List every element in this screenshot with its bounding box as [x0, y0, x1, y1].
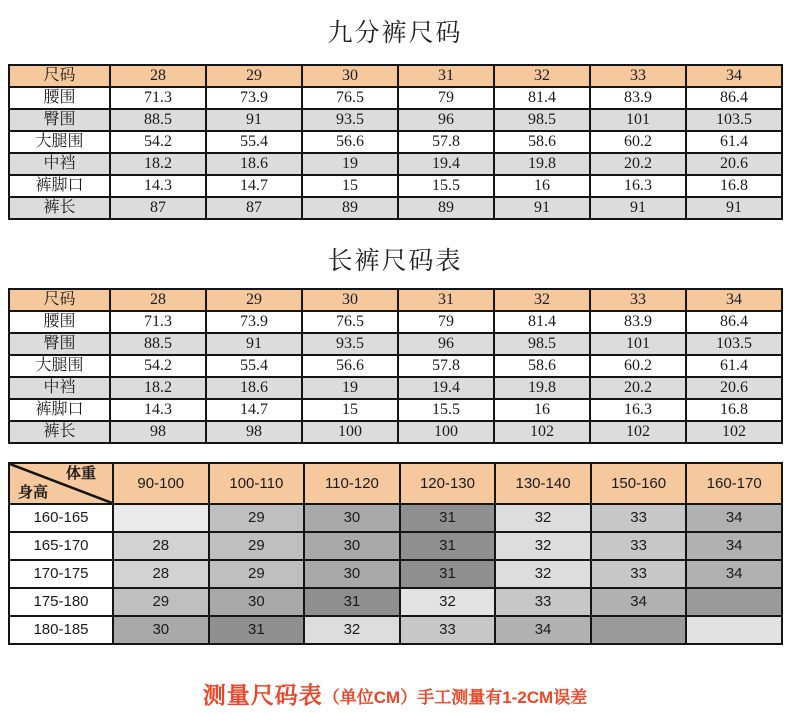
size-table-header-row [9, 65, 782, 87]
size-table-row [9, 377, 782, 399]
size-header-cell: 33 [590, 65, 686, 87]
measure-value-cell: 98.5 [494, 109, 590, 131]
measure-value-cell: 102 [590, 421, 686, 443]
measure-value-cell: 88.5 [110, 333, 206, 355]
height-range-cell: 180-185 [9, 616, 113, 644]
measure-value-cell: 58.6 [494, 355, 590, 377]
measure-value-cell: 54.2 [110, 131, 206, 153]
nine-tenths-pants-size-table [8, 64, 783, 220]
measure-value-cell: 81.4 [494, 87, 590, 109]
size-recommendation-cell: 29 [113, 588, 209, 616]
size-header-cell: 29 [206, 65, 302, 87]
size-table-row [9, 175, 782, 197]
measure-value-cell: 89 [302, 197, 398, 219]
size-table-row [9, 131, 782, 153]
title-long-pants: 长裤尺码表 [327, 247, 463, 275]
measure-value-cell: 96 [398, 109, 494, 131]
measure-value-cell: 87 [206, 197, 302, 219]
measure-value-cell: 91 [206, 333, 302, 355]
measure-value-cell: 83.9 [590, 87, 686, 109]
height-range-cell: 175-180 [9, 588, 113, 616]
size-table-row [9, 197, 782, 219]
size-header-cell: 28 [110, 65, 206, 87]
measure-value-cell: 101 [590, 109, 686, 131]
measure-value-cell: 100 [302, 421, 398, 443]
measure-value-cell: 91 [206, 109, 302, 131]
measure-label-cell: 裤长 [9, 197, 110, 219]
size-header-cell: 31 [398, 65, 494, 87]
weight-range-header-cell: 130-140 [495, 463, 591, 504]
size-recommendation-cell: 30 [304, 532, 400, 560]
matrix-row [9, 616, 782, 644]
size-recommendation-cell: 34 [495, 616, 591, 644]
measure-value-cell: 19 [302, 153, 398, 175]
size-recommendation-cell: 29 [209, 560, 305, 588]
measure-value-cell: 16.3 [590, 175, 686, 197]
measure-value-cell: 55.4 [206, 131, 302, 153]
measure-value-cell: 73.9 [206, 311, 302, 333]
size-recommendation-cell: 34 [686, 504, 782, 532]
size-recommendation-cell: 32 [304, 616, 400, 644]
measure-value-cell: 16.8 [686, 399, 782, 421]
measure-value-cell: 56.6 [302, 355, 398, 377]
measure-value-cell: 57.8 [398, 355, 494, 377]
measure-value-cell: 103.5 [686, 333, 782, 355]
measure-value-cell: 88.5 [110, 109, 206, 131]
measure-value-cell: 71.3 [110, 311, 206, 333]
size-recommendation-cell: 32 [495, 504, 591, 532]
size-recommendation-cell: 30 [113, 616, 209, 644]
measure-value-cell: 14.3 [110, 175, 206, 197]
measure-value-cell: 98 [110, 421, 206, 443]
size-recommendation-cell: 30 [209, 588, 305, 616]
measure-value-cell: 81.4 [494, 311, 590, 333]
measure-value-cell: 93.5 [302, 333, 398, 355]
size-table-header-row [9, 289, 782, 311]
measure-value-cell: 20.6 [686, 377, 782, 399]
size-recommendation-cell: 34 [686, 532, 782, 560]
measure-value-cell: 15.5 [398, 399, 494, 421]
size-recommendation-cell: 31 [304, 588, 400, 616]
measure-value-cell: 15 [302, 399, 398, 421]
size-recommendation-cell: 28 [113, 532, 209, 560]
weight-range-header-cell: 100-110 [209, 463, 305, 504]
measure-value-cell: 91 [590, 197, 686, 219]
size-table-row [9, 109, 782, 131]
size-recommendation-cell: 33 [591, 560, 687, 588]
height-range-cell: 160-165 [9, 504, 113, 532]
measure-value-cell: 19.4 [398, 153, 494, 175]
measure-value-cell: 19 [302, 377, 398, 399]
measure-value-cell: 102 [686, 421, 782, 443]
measure-value-cell: 55.4 [206, 355, 302, 377]
size-header-cell: 30 [302, 65, 398, 87]
measure-value-cell: 103.5 [686, 109, 782, 131]
measure-value-cell: 61.4 [686, 355, 782, 377]
measure-value-cell: 86.4 [686, 87, 782, 109]
measure-value-cell: 76.5 [302, 87, 398, 109]
measure-value-cell: 19.4 [398, 377, 494, 399]
size-recommendation-cell: 32 [400, 588, 496, 616]
size-recommendation-cell: 31 [400, 560, 496, 588]
measure-value-cell: 18.6 [206, 153, 302, 175]
measure-label-cell: 臀围 [9, 333, 110, 355]
measure-value-cell: 79 [398, 311, 494, 333]
size-header-label-cell: 尺码 [9, 65, 110, 87]
measure-value-cell: 58.6 [494, 131, 590, 153]
measure-value-cell: 71.3 [110, 87, 206, 109]
measure-value-cell: 20.2 [590, 377, 686, 399]
measure-value-cell: 101 [590, 333, 686, 355]
measure-value-cell: 16 [494, 175, 590, 197]
measure-value-cell: 87 [110, 197, 206, 219]
measure-value-cell: 60.2 [590, 355, 686, 377]
corner-weight-label: 体重 [65, 465, 96, 482]
measure-value-cell: 15 [302, 175, 398, 197]
matrix-row [9, 532, 782, 560]
measure-value-cell: 18.2 [110, 153, 206, 175]
measure-value-cell: 100 [398, 421, 494, 443]
measure-value-cell: 16.8 [686, 175, 782, 197]
weight-range-header-cell: 160-170 [686, 463, 782, 504]
measure-value-cell: 14.3 [110, 399, 206, 421]
size-recommendation-cell: 31 [400, 504, 496, 532]
size-recommendation-cell [113, 504, 209, 532]
size-table-row [9, 355, 782, 377]
weight-range-header-cell: 110-120 [304, 463, 400, 504]
measure-value-cell: 96 [398, 333, 494, 355]
measure-value-cell: 91 [686, 197, 782, 219]
size-recommendation-cell: 33 [591, 504, 687, 532]
size-recommendation-cell [686, 616, 782, 644]
measure-label-cell: 中裆 [9, 377, 110, 399]
long-pants-size-table [8, 288, 783, 444]
measure-value-cell: 20.6 [686, 153, 782, 175]
measure-label-cell: 臀围 [9, 109, 110, 131]
size-header-cell: 31 [398, 289, 494, 311]
size-table-row [9, 421, 782, 443]
measure-value-cell: 57.8 [398, 131, 494, 153]
measurement-note [0, 677, 790, 710]
size-header-cell: 34 [686, 289, 782, 311]
measure-value-cell: 18.6 [206, 377, 302, 399]
size-header-cell: 33 [590, 289, 686, 311]
matrix-row [9, 504, 782, 532]
measure-value-cell: 19.8 [494, 153, 590, 175]
size-recommendation-cell: 31 [400, 532, 496, 560]
measure-label-cell: 裤长 [9, 421, 110, 443]
height-weight-size-matrix [8, 462, 783, 645]
measure-value-cell: 56.6 [302, 131, 398, 153]
size-table-row [9, 311, 782, 333]
measure-value-cell: 14.7 [206, 399, 302, 421]
weight-range-header-cell: 90-100 [113, 463, 209, 504]
measure-value-cell: 60.2 [590, 131, 686, 153]
size-recommendation-cell [591, 616, 687, 644]
size-recommendation-cell: 29 [209, 532, 305, 560]
height-range-cell: 170-175 [9, 560, 113, 588]
size-header-cell: 29 [206, 289, 302, 311]
size-recommendation-cell: 29 [209, 504, 305, 532]
weight-range-header-cell: 150-160 [591, 463, 687, 504]
measure-value-cell: 20.2 [590, 153, 686, 175]
measure-value-cell: 98.5 [494, 333, 590, 355]
size-header-cell: 32 [494, 289, 590, 311]
measure-value-cell: 102 [494, 421, 590, 443]
measure-value-cell: 73.9 [206, 87, 302, 109]
measure-label-cell: 中裆 [9, 153, 110, 175]
title-nine-tenths-pants: 九分裤尺码 [327, 19, 463, 47]
matrix-row [9, 588, 782, 616]
size-recommendation-cell: 32 [495, 560, 591, 588]
size-table-row [9, 153, 782, 175]
size-table-row [9, 399, 782, 421]
matrix-header-row [9, 463, 782, 504]
measurement-note-title: 测量尺码表 [202, 682, 323, 708]
measure-value-cell: 89 [398, 197, 494, 219]
measurement-note-detail: （单位CM）手工测量有1-2CM误差 [322, 688, 588, 707]
measure-value-cell: 76.5 [302, 311, 398, 333]
weight-height-corner-cell [9, 463, 113, 504]
measure-value-cell: 14.7 [206, 175, 302, 197]
measure-label-cell: 大腿围 [9, 131, 110, 153]
measure-value-cell: 93.5 [302, 109, 398, 131]
measure-value-cell: 18.2 [110, 377, 206, 399]
size-recommendation-cell: 31 [209, 616, 305, 644]
size-table-row [9, 333, 782, 355]
measure-label-cell: 裤脚口 [9, 175, 110, 197]
measure-value-cell: 83.9 [590, 311, 686, 333]
measure-value-cell: 86.4 [686, 311, 782, 333]
size-header-cell: 30 [302, 289, 398, 311]
measure-value-cell: 16 [494, 399, 590, 421]
measure-label-cell: 裤脚口 [9, 399, 110, 421]
size-recommendation-cell: 32 [495, 532, 591, 560]
size-recommendation-cell: 34 [591, 588, 687, 616]
size-recommendation-cell: 33 [400, 616, 496, 644]
size-recommendation-cell: 30 [304, 560, 400, 588]
measure-value-cell: 91 [494, 197, 590, 219]
size-recommendation-cell: 33 [495, 588, 591, 616]
measure-label-cell: 腰围 [9, 87, 110, 109]
size-header-cell: 34 [686, 65, 782, 87]
size-recommendation-cell: 28 [113, 560, 209, 588]
size-table-row [9, 87, 782, 109]
measure-value-cell: 98 [206, 421, 302, 443]
height-range-cell: 165-170 [9, 532, 113, 560]
measure-value-cell: 15.5 [398, 175, 494, 197]
size-recommendation-cell: 30 [304, 504, 400, 532]
measure-label-cell: 大腿围 [9, 355, 110, 377]
measure-value-cell: 19.8 [494, 377, 590, 399]
measure-value-cell: 79 [398, 87, 494, 109]
size-header-cell: 32 [494, 65, 590, 87]
measure-label-cell: 腰围 [9, 311, 110, 333]
corner-height-label: 身高 [18, 484, 49, 501]
measure-value-cell: 61.4 [686, 131, 782, 153]
size-header-cell: 28 [110, 289, 206, 311]
size-header-label-cell: 尺码 [9, 289, 110, 311]
measure-value-cell: 16.3 [590, 399, 686, 421]
weight-range-header-cell: 120-130 [400, 463, 496, 504]
size-recommendation-cell: 33 [591, 532, 687, 560]
size-recommendation-cell: 34 [686, 560, 782, 588]
matrix-row [9, 560, 782, 588]
measure-value-cell: 54.2 [110, 355, 206, 377]
size-recommendation-cell [686, 588, 782, 616]
